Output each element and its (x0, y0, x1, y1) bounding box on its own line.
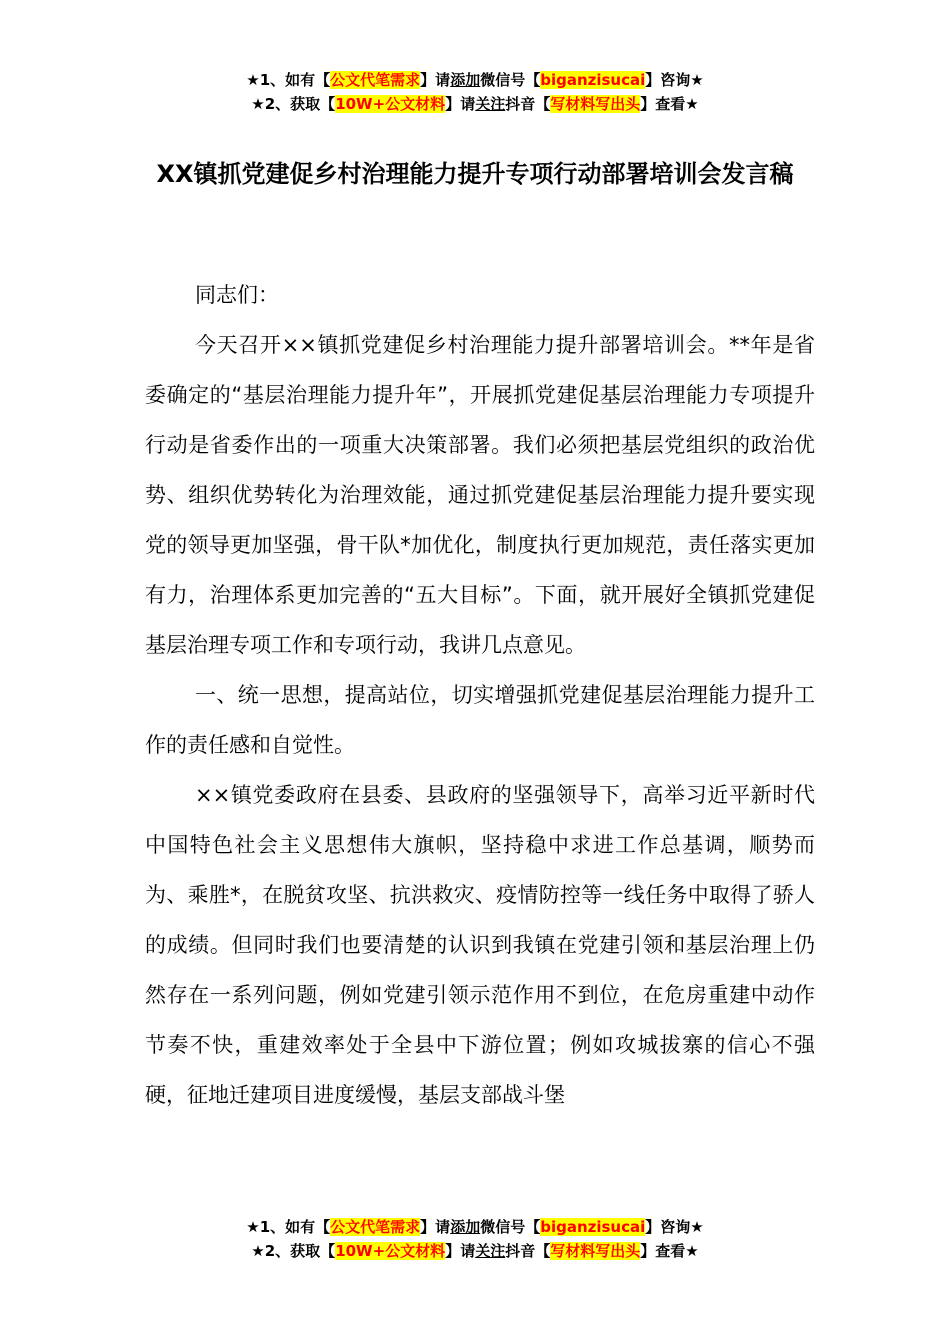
promo-text: ★1、如有【 (246, 71, 331, 89)
promo-text: 】查看★ (640, 1242, 699, 1260)
promo-highlight: 10W+公文材料 (335, 1242, 446, 1260)
paragraph: 同志们： (195, 283, 279, 307)
promo-line-1 (0, 1215, 950, 1239)
promo-underline: 关注 (475, 1242, 506, 1260)
paragraph: 一、统一思想，提高站位，切实增强抓党建促基层治理能力提升工作的责任感和自觉性。 (145, 683, 815, 757)
promo-line-1 (0, 68, 950, 92)
promo-highlight: 写材料写出头 (550, 95, 641, 113)
paragraph: 今天召开××镇抓党建促乡村治理能力提升部署培训会。**年是省委确定的“基层治理能力提升年”，开展抓党建促基层治理能力专项提升行动是省委作出的一项重大决策部署。我们必须把基层党组织的政治优势、组织优势转化为治理效能，通过抓党建促基层治理能力提升要实现党的领导更加坚强，骨干队*加优化，制度执行更加规范，责任落实更加有力，治理体系更加完善的“五大目标”。下面，就开展好全镇抓党建促基层治理专项工作和专项行动，我讲几点意见。 (145, 333, 815, 657)
promo-text: 抖音【 (505, 95, 551, 113)
promo-text: 】请 (420, 71, 451, 89)
promo-text: ★2、获取【 (251, 95, 336, 113)
promo-text: 】咨询★ (645, 1218, 704, 1236)
promo-underline: 添加 (450, 71, 481, 89)
promo-highlight: biganzisucai (540, 1218, 646, 1236)
promo-line-2 (0, 1239, 950, 1263)
promo-underline: 添加 (450, 1218, 481, 1236)
document-title: XX镇抓党建促乡村治理能力提升专项行动部署培训会发言稿 (156, 160, 794, 188)
promo-text: 】查看★ (640, 95, 699, 113)
promo-text: ★1、如有【 (246, 1218, 331, 1236)
promo-text: 微信号【 (480, 1218, 541, 1236)
promo-highlight: biganzisucai (540, 71, 646, 89)
promo-header (0, 68, 950, 116)
promo-text: 】咨询★ (645, 71, 704, 89)
promo-text: 抖音【 (505, 1242, 551, 1260)
promo-highlight: 公文代笔需求 (330, 1218, 421, 1236)
promo-highlight: 10W+公文材料 (335, 95, 446, 113)
promo-footer (0, 1215, 950, 1263)
promo-highlight: 公文代笔需求 (330, 71, 421, 89)
paragraph: ××镇党委政府在县委、县政府的坚强领导下，高举习近平新时代中国特色社会主义思想伟大旗帜，坚持稳中求进工作总基调，顺势而为、乘胜*，在脱贫攻坚、抗洪救灾、疫情防控等一线任务中取得了骄人的成绩。但同时我们也要清楚的认识到我镇在党建引领和基层治理上仍然存在一系列问题，例如党建引领示范作用不到位，在危房重建中动作节奏不快，重建效率处于全县中下游位置；例如攻城拔寨的信心不强硬，征地迁建项目进度缓慢，基层支部战斗堡 (145, 783, 815, 1107)
promo-line-2 (0, 92, 950, 116)
promo-underline: 关注 (475, 95, 506, 113)
promo-highlight: 写材料写出头 (550, 1242, 641, 1260)
promo-text: 】请 (445, 95, 476, 113)
promo-text: 】请 (420, 1218, 451, 1236)
document-body (145, 270, 815, 1120)
promo-text: 】请 (445, 1242, 476, 1260)
promo-text: 微信号【 (480, 71, 541, 89)
promo-text: ★2、获取【 (251, 1242, 336, 1260)
